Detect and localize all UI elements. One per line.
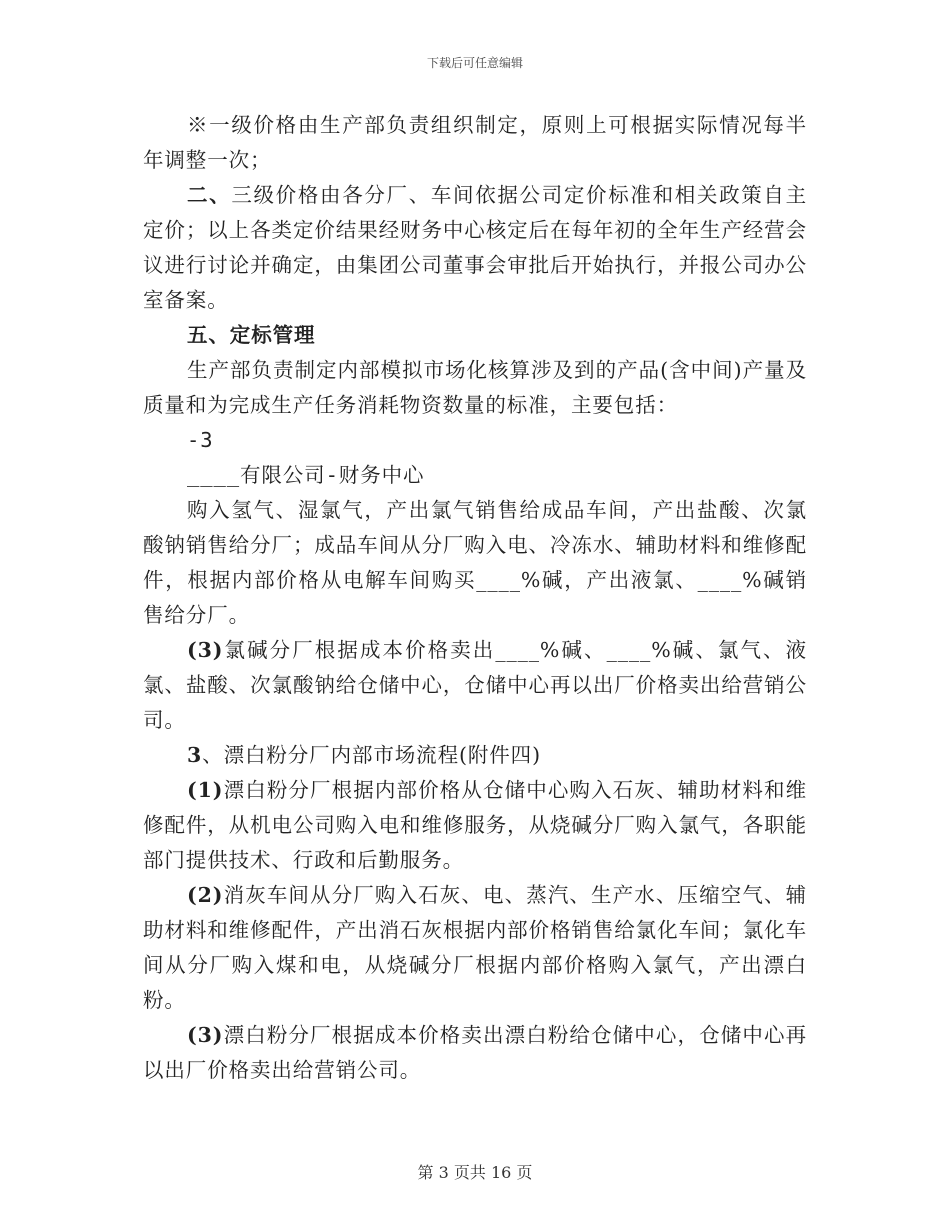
paragraph-item-3-bleach-sale [143,1018,807,1088]
page-marker: -3 [187,428,214,452]
item-number: (3) [187,638,224,662]
page-header: 下载后可任意编辑 [426,56,523,70]
company-line: ____有限公司-财务中心 [187,463,425,487]
paragraph-text: 漂白粉分厂根据内部价格从仓储中心购入石灰、辅助材料和维修配件，从机电公司购入电和维修服务，从烧碱分厂购入氯气，各职能部门提供技术、行政和后勤服务。 [143,778,807,872]
paragraph-text: 氯碱分厂根据成本价格卖出____%碱、____%碱、氯气、液氯、盐酸、次氯酸钠给仓储中心，仓储中心再以出厂价格卖出给营销公司。 [143,638,807,732]
paragraph-purchase-hydrogen: 购入氢气、湿氯气，产出氯气销售给成品车间，产出盐酸、次氯酸钠销售给分厂；成品车间从分厂购入电、冷冻水、辅助材料和维修配件，根据内部价格从电解车间购买____%碱，产出液氯、____%碱销售给分厂。 [143,498,807,627]
paragraph-item-2-lime [143,878,807,1018]
paragraph-first-level-price: ※一级价格由生产部负责组织制定，原则上可根据实际情况每半年调整一次； [143,113,807,172]
item-number: (3) [187,1023,224,1047]
item-number: 3 [187,743,203,767]
paragraph-text: 、漂白粉分厂内部市场流程(附件四) [202,743,541,767]
item-number: (2) [187,883,224,907]
paragraph-text: 漂白粉分厂根据成本价格卖出漂白粉给仓储中心，仓储中心再以出厂价格卖出给营销公司。 [143,1023,807,1082]
paragraph-bleach-flow-heading [143,738,807,773]
section-heading-standards: 五、定标管理 [187,323,316,347]
paragraph-text: 消灰车间从分厂购入石灰、电、蒸汽、生产水、压缩空气、辅助材料和维修配件，产出消石灰根据内部价格销售给氯化车间；氯化车间从分厂购入煤和电，从烧碱分厂根据内部价格购入氯气，产出漂白粉。 [143,883,807,1012]
paragraph-third-level-price [143,178,807,318]
item-number: (1) [187,778,224,802]
paragraph-text: 三级价格由各分厂、车间依据公司定价标准和相关政策自主定价；以上各类定价结果经财务中心核定后在每年初的全年生产经营会议进行讨论并确定，由集团公司董事会审批后开始执行，并报公司办公室备案。 [143,183,807,312]
section-lead: 二、 [187,183,232,207]
paragraph-standards-intro: 生产部负责制定内部模拟市场化核算涉及到的产品(含中间)产量及质量和为完成生产任务消耗物资数量的标准，主要包括： [143,358,807,417]
page-footer: 第 3 页共 16 页 [417,1163,533,1182]
paragraph-item-1-bleach [143,773,807,878]
document-body [143,108,807,1088]
paragraph-item-3-chlor-alkali [143,633,807,738]
